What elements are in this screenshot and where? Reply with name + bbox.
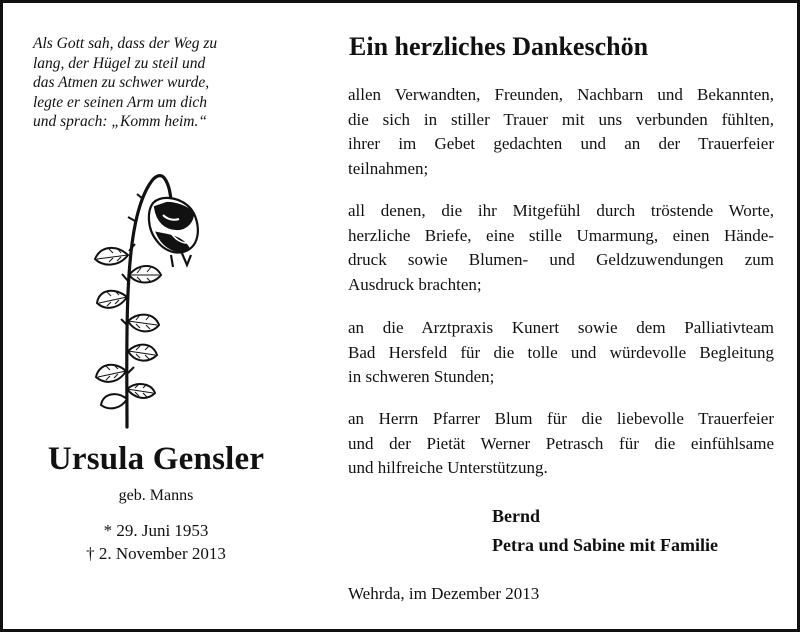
poem-line: legte er seinen Arm um dich <box>33 93 208 111</box>
death-date: † 2. November 2013 <box>86 544 226 563</box>
text-line: allen Verwandten, Freunden, Nachbarn und Bekannten, <box>348 85 774 104</box>
poem-line: Als Gott sah, dass der Weg zu <box>33 35 218 52</box>
wilted-rose-icon <box>91 163 201 429</box>
text-line: und hilfreiche Unterstützung. <box>348 458 548 477</box>
poem-line: und sprach: „Komm heim.“ <box>33 113 207 130</box>
poem-line: lang, der Hügel zu steil und <box>33 54 206 72</box>
deceased-name: Ursula Gensler <box>47 441 265 477</box>
text-line: druck sowie Blumen- und Geldzuwendungen zum <box>348 250 774 269</box>
signature-line: Petra und Sabine mit Familie <box>492 535 718 555</box>
thanks-title: Ein herzliches Dankeschön <box>349 32 649 61</box>
text-line: teilnahmen; <box>348 158 429 178</box>
text-line: an die Arztpraxis Kunert sowie dem Palliativteam <box>348 318 774 337</box>
text-line: an Herrn Pfarrer Blum für die liebevolle Trauerfeier <box>348 409 774 428</box>
text-line: in schweren Stunden; <box>348 367 495 386</box>
thanks-paragraph <box>348 316 774 390</box>
maiden-name: geb. Manns <box>118 487 194 504</box>
birth-date: * 29. Juni 1953 <box>103 521 209 540</box>
place-date: Wehrda, im Dezember 2013 <box>348 584 540 603</box>
text-line: Bad Hersfeld für die tolle und würdevolle Begleitung <box>348 342 774 362</box>
poem <box>33 34 263 132</box>
poem-line: das Atmen zu schwer wurde, <box>33 74 210 91</box>
text-line: die sich in stiller Trauer mit uns verbunden fühlten, <box>348 109 774 129</box>
text-line: all denen, die ihr Mitgefühl durch tröstende Worte, <box>348 201 774 220</box>
thanks-paragraph <box>348 407 774 481</box>
thanks-paragraph <box>348 83 774 181</box>
thanks-paragraph <box>348 199 774 297</box>
signature-line: Bernd <box>492 506 541 526</box>
text-line: herzliche Briefe, eine stille Umarmung, einen Hände- <box>348 225 774 245</box>
text-line: Ausdruck brachten; <box>348 274 482 294</box>
text-line: und der Pietät Werner Petrasch für die einfühlsame <box>348 433 774 453</box>
text-line: ihrer im Gebet gedachten und an der Trauerfeier <box>348 134 774 153</box>
